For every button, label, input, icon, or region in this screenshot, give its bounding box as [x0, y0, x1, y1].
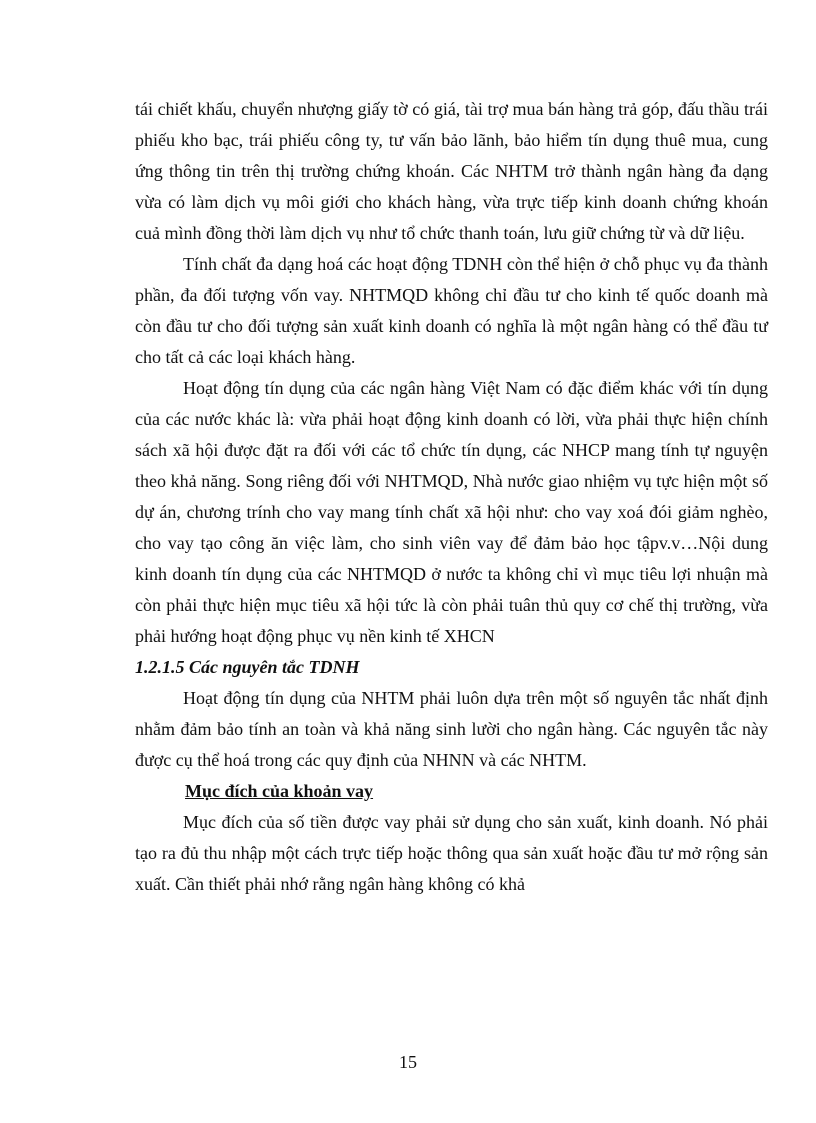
body-paragraph-1: tái chiết khấu, chuyển nhượng giấy tờ có giá, tài trợ mua bán hàng trả góp, đấu thầu trái phiếu kho bạc, trái phiếu công ty, tư vấn bảo lãnh, bảo hiểm tín dụng thuê mua, cung ứng thông tin trên thị trường chứng khoán. Các NHTM trở thành ngân hàng đa dạng vừa có làm dịch vụ môi giới cho khách hàng, vừa trực tiếp kinh doanh chứng khoán cuả mình đồng thời làm dịch vụ như tổ chức thanh toán, lưu giữ chứng từ và dữ liệu.	[135, 99, 768, 243]
subheading-loan-purpose: Mục đích của khoản vay	[185, 781, 374, 801]
final-paragraph: Mục đích của số tiền được vay phải sử dụng cho sản xuất, kinh doanh. Nó phải tạo ra đủ thu nhập một cách trực tiếp hoặc thông qua sản xuất hoặc đầu tư mở rộng sản xuất. Cần thiết phải nhớ rằng ngân hàng không có khả	[135, 812, 768, 894]
body-paragraph-3: Hoạt động tín dụng của các ngân hàng Việt Nam có đặc điểm khác với tín dụng của các nước khác là: vừa phải hoạt động kinh doanh có lời, vừa phải thực hiện chính sách xã hội được đặt ra đối với các tổ chức tín dụng, các NHCP mang tính tự nguyện theo khả năng. Song riêng đối với NHTMQD, Nhà nước giao nhiệm vụ tực hiện một số dự án, chương trính cho vay mang tính chất xã hội như: cho vay xoá đói giảm nghèo, cho vay tạo công ăn việc làm, cho sinh viên vay để đảm bảo học tậpv.v…Nội dung kinh doanh tín dụng của các NHTMQD ở nước ta không chỉ vì mục tiêu lợi nhuận mà còn phải thực hiện mục tiêu xã hội tức là còn phải tuân thủ quy cơ chế thị trường, vừa phải hướng hoạt động phục vụ nền kinh tế XHCN	[135, 378, 768, 646]
page-number: 15	[399, 1052, 417, 1072]
body-paragraph-2: Tính chất đa dạng hoá các hoạt động TDNH còn thể hiện ở chỗ phục vụ đa thành phần, đa đối tượng vốn vay. NHTMQD không chỉ đầu tư cho kinh tế quốc doanh mà còn đầu tư cho đối tượng sản xuất kinh doanh có nghĩa là một ngân hàng có thể đầu tư cho tất cả các loại khách hàng.	[135, 254, 768, 367]
page-body	[135, 94, 768, 900]
section-paragraph: Hoạt động tín dụng của NHTM phải luôn dựa trên một số nguyên tắc nhất định nhằm đảm bảo tính an toàn và khả năng sinh lười cho ngân hàng. Các nguyên tắc này được cụ thể hoá trong các quy định của NHNN và các NHTM.	[135, 688, 768, 770]
section-heading: 1.2.1.5 Các nguyên tắc TDNH	[135, 657, 360, 677]
